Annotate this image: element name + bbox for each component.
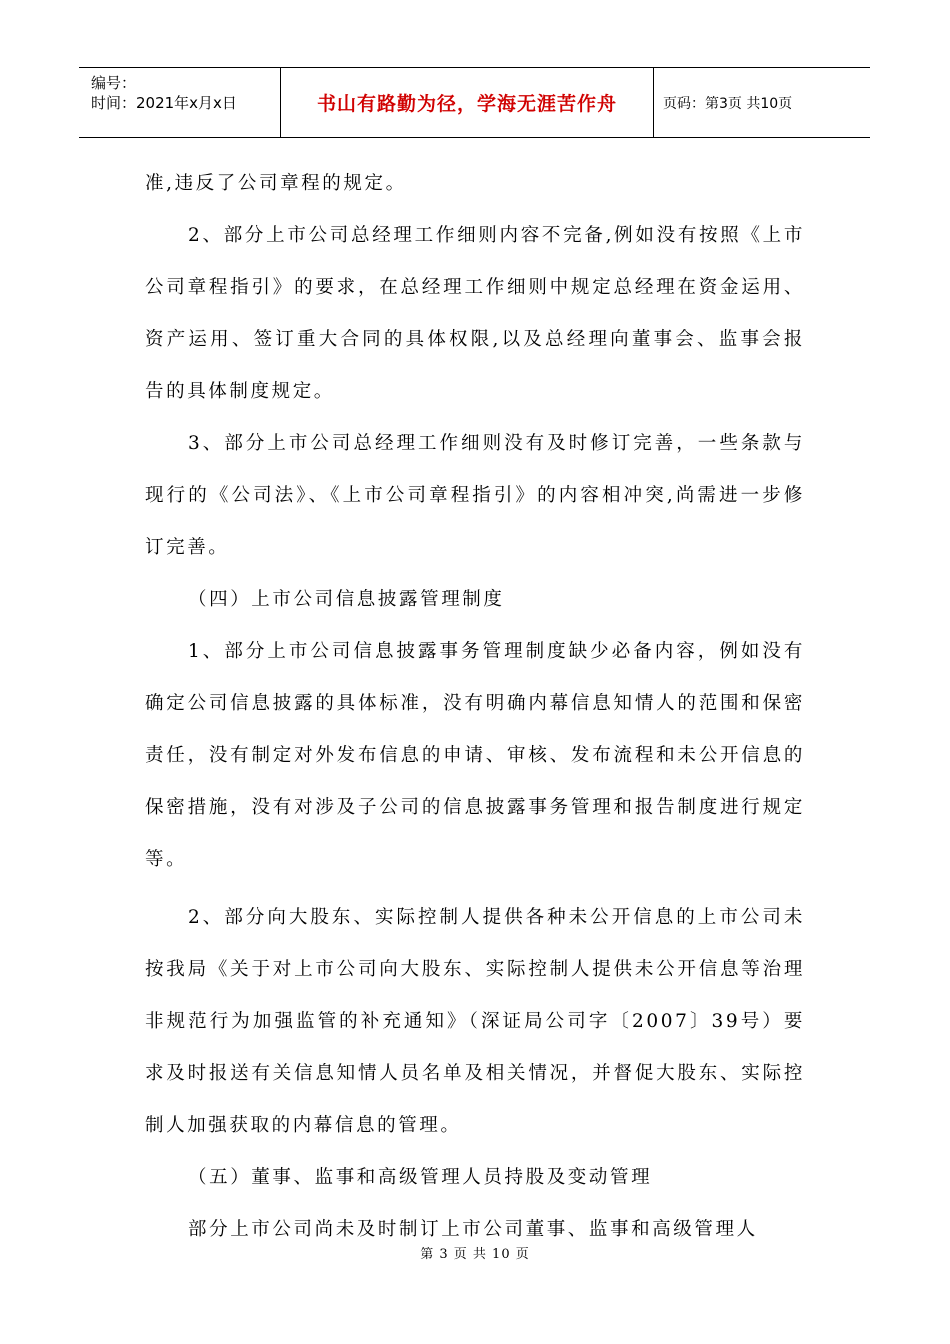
body-paragraph: 部分上市公司尚未及时制订上市公司董事、监事和高级管理人 [188, 1219, 758, 1240]
header-motto: 书山有路勤为径，学海无涯苦作舟 [316, 93, 617, 115]
page-header [79, 67, 870, 138]
body-paragraph: 2、部分向大股东、实际控制人提供各种未公开信息的上市公司未按我局《关于对上市公司向大股东、实际控制人提供未公开信息等治理非规范行为加强监管的补充通知》（深证局公司字〔2007〕39号）要求及时报送有关信息知情人员名单及相关情况，并督促大股东、实际控制人加强获取的内幕信息的管理。 [145, 907, 805, 1136]
section-heading: （五）董事、监事和高级管理人员持股及变动管理 [188, 1167, 653, 1188]
body-paragraph: 2、部分上市公司总经理工作细则内容不完备,例如没有按照《上市公司章程指引》的要求，在总经理工作细则中规定总经理在资金运用、资产运用、签订重大合同的具体权限,以及总经理向董事会、监事会报告的具体制度规定。 [145, 225, 805, 402]
section-heading: （四）上市公司信息披露管理制度 [188, 589, 505, 610]
document-time-label: 时间：2021年x月x日 [91, 94, 237, 112]
body-paragraph: 1、部分上市公司信息披露事务管理制度缺少必备内容，例如没有确定公司信息披露的具体标准，没有明确内幕信息知情人的范围和保密责任，没有制定对外发布信息的申请、审核、发布流程和未公开信息的保密措施，没有对涉及子公司的信息披露事务管理和报告制度进行规定等。 [145, 641, 805, 870]
body-paragraph: 3、部分上市公司总经理工作细则没有及时修订完善，一些条款与现行的《公司法》、《上市公司章程指引》的内容相冲突,尚需进一步修订完善。 [145, 433, 805, 558]
header-page-info-cell [654, 68, 870, 137]
page-footer [0, 1243, 950, 1262]
body-paragraph: 准,违反了公司章程的规定。 [145, 173, 407, 194]
header-page-info: 页码：第3页 共10页 [663, 95, 793, 112]
footer-page-number: 第 3 页 共 10 页 [420, 1247, 530, 1262]
document-body [145, 158, 805, 1256]
header-meta [79, 68, 281, 137]
document-number-label: 编号： [91, 74, 137, 92]
header-motto-cell [281, 68, 654, 137]
